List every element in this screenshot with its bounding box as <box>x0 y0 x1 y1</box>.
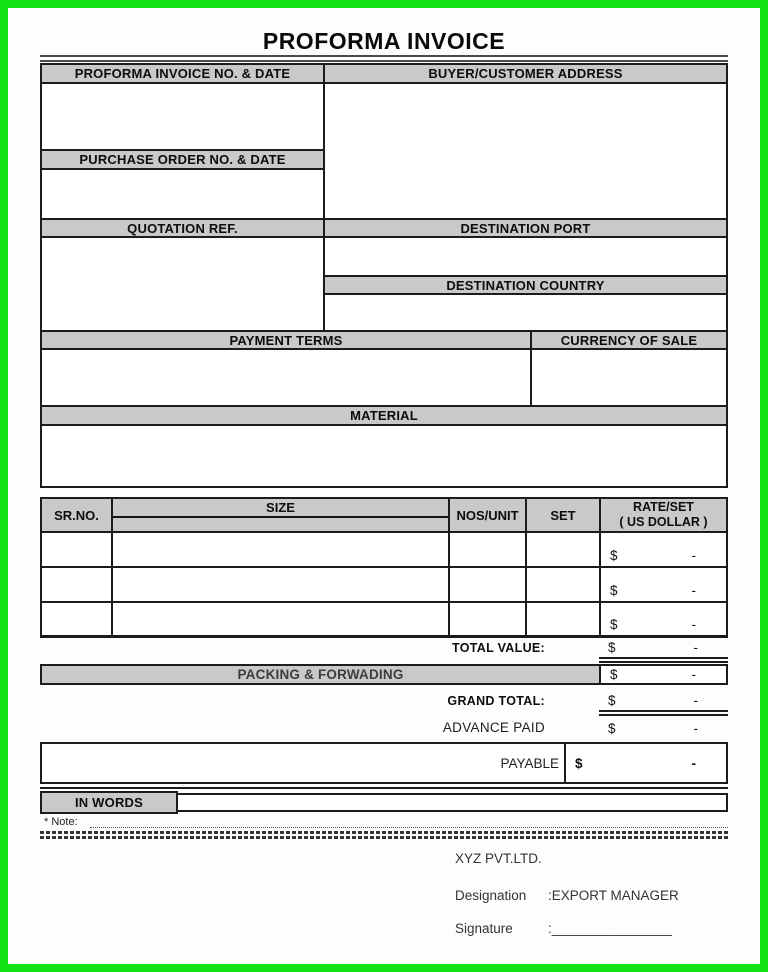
signature-line[interactable]: :________________ <box>548 921 672 936</box>
quotation-ref-header: QUOTATION REF. <box>40 218 325 238</box>
currency-symbol: $ <box>610 667 618 682</box>
currency-symbol: $ <box>608 639 616 655</box>
buyer-address-header: BUYER/CUSTOMER ADDRESS <box>323 63 728 84</box>
rate-cell[interactable] <box>599 566 728 603</box>
size-cell[interactable] <box>111 601 450 638</box>
rate-cell[interactable] <box>599 531 728 568</box>
in-words-label: IN WORDS <box>40 791 178 814</box>
col-header-rate-line2: ( US DOLLAR ) <box>619 515 708 529</box>
title-underline <box>40 55 728 62</box>
currency-symbol: $ <box>610 617 618 632</box>
proforma-no-date-field[interactable] <box>40 82 325 151</box>
grand-total-double-rule <box>599 710 728 716</box>
total-value-label: TOTAL VALUE: <box>452 641 545 655</box>
grand-total-label: GRAND TOTAL: <box>447 694 545 708</box>
separator-dashed-line <box>40 836 728 839</box>
page-title: PROFORMA INVOICE <box>262 28 506 54</box>
total-value: - <box>693 639 698 655</box>
separator-dashed-line <box>40 831 728 834</box>
note-dotted-line <box>90 813 728 828</box>
purchase-order-field[interactable] <box>40 168 325 220</box>
nos-unit-cell[interactable] <box>448 566 527 603</box>
payable-value: - <box>691 755 696 771</box>
in-words-field[interactable] <box>176 793 728 812</box>
sr-no-cell[interactable] <box>40 566 113 603</box>
currency-symbol: $ <box>608 692 616 708</box>
currency-symbol: $ <box>610 548 618 563</box>
material-field[interactable] <box>40 424 728 488</box>
set-cell[interactable] <box>525 531 601 568</box>
invoice-document <box>8 8 760 964</box>
signature-row <box>455 921 672 936</box>
payable-row <box>40 742 728 784</box>
rate-value: - <box>691 548 696 563</box>
packing-forwarding-label: PACKING & FORWADING <box>40 664 601 685</box>
advance-paid-value: - <box>693 720 698 736</box>
company-name: XYZ PVT.LTD. <box>455 851 542 866</box>
grand-total-amount[interactable] <box>599 690 728 710</box>
col-header-nos-unit: NOS/UNIT <box>448 497 527 533</box>
sr-no-cell[interactable] <box>40 601 113 638</box>
nos-unit-cell[interactable] <box>448 601 527 638</box>
signature-label: Signature <box>455 921 513 936</box>
payable-label: PAYABLE <box>42 744 566 782</box>
designation-label: Designation <box>455 888 527 903</box>
rate-cell[interactable] <box>599 601 728 638</box>
col-header-size <box>111 497 450 533</box>
designation-value: :EXPORT MANAGER <box>548 888 679 903</box>
advance-paid-amount[interactable] <box>599 717 728 739</box>
designation-row <box>455 888 679 903</box>
material-header: MATERIAL <box>40 405 728 426</box>
destination-port-field[interactable] <box>323 236 728 277</box>
currency-symbol: $ <box>610 583 618 598</box>
col-header-set: SET <box>525 497 601 533</box>
total-value-amount[interactable] <box>599 637 728 657</box>
destination-country-header: DESTINATION COUNTRY <box>323 275 728 295</box>
rate-value: - <box>691 583 696 598</box>
purchase-order-header: PURCHASE ORDER NO. & DATE <box>40 149 325 170</box>
payment-terms-header: PAYMENT TERMS <box>40 330 532 350</box>
quotation-ref-field[interactable] <box>40 236 325 332</box>
col-header-size-label: SIZE <box>113 499 448 518</box>
total-value-double-rule <box>599 657 728 663</box>
set-cell[interactable] <box>525 566 601 603</box>
packing-forwarding-amount[interactable] <box>599 664 728 685</box>
proforma-no-date-header: PROFORMA INVOICE NO. & DATE <box>40 63 325 84</box>
nos-unit-cell[interactable] <box>448 531 527 568</box>
payment-terms-field[interactable] <box>40 348 532 407</box>
buyer-address-field[interactable] <box>323 82 728 220</box>
currency-of-sale-field[interactable] <box>530 348 728 407</box>
col-header-rate-set <box>599 497 728 533</box>
destination-country-field[interactable] <box>323 293 728 332</box>
col-header-sr-no: SR.NO. <box>40 497 113 533</box>
note-label: * Note: <box>44 816 78 828</box>
payable-bottom-rule <box>40 787 728 789</box>
currency-symbol: $ <box>608 720 616 736</box>
rate-value: - <box>691 617 696 632</box>
payable-amount[interactable] <box>566 744 726 782</box>
set-cell[interactable] <box>525 601 601 638</box>
destination-port-header: DESTINATION PORT <box>323 218 728 238</box>
size-cell[interactable] <box>111 531 450 568</box>
sr-no-cell[interactable] <box>40 531 113 568</box>
packing-value: - <box>691 667 696 682</box>
currency-symbol: $ <box>575 755 583 771</box>
size-cell[interactable] <box>111 566 450 603</box>
grand-total-value: - <box>693 692 698 708</box>
currency-of-sale-header: CURRENCY OF SALE <box>530 330 728 350</box>
col-header-rate-line1: RATE/SET <box>633 500 694 514</box>
advance-paid-label: ADVANCE PAID <box>442 720 545 735</box>
